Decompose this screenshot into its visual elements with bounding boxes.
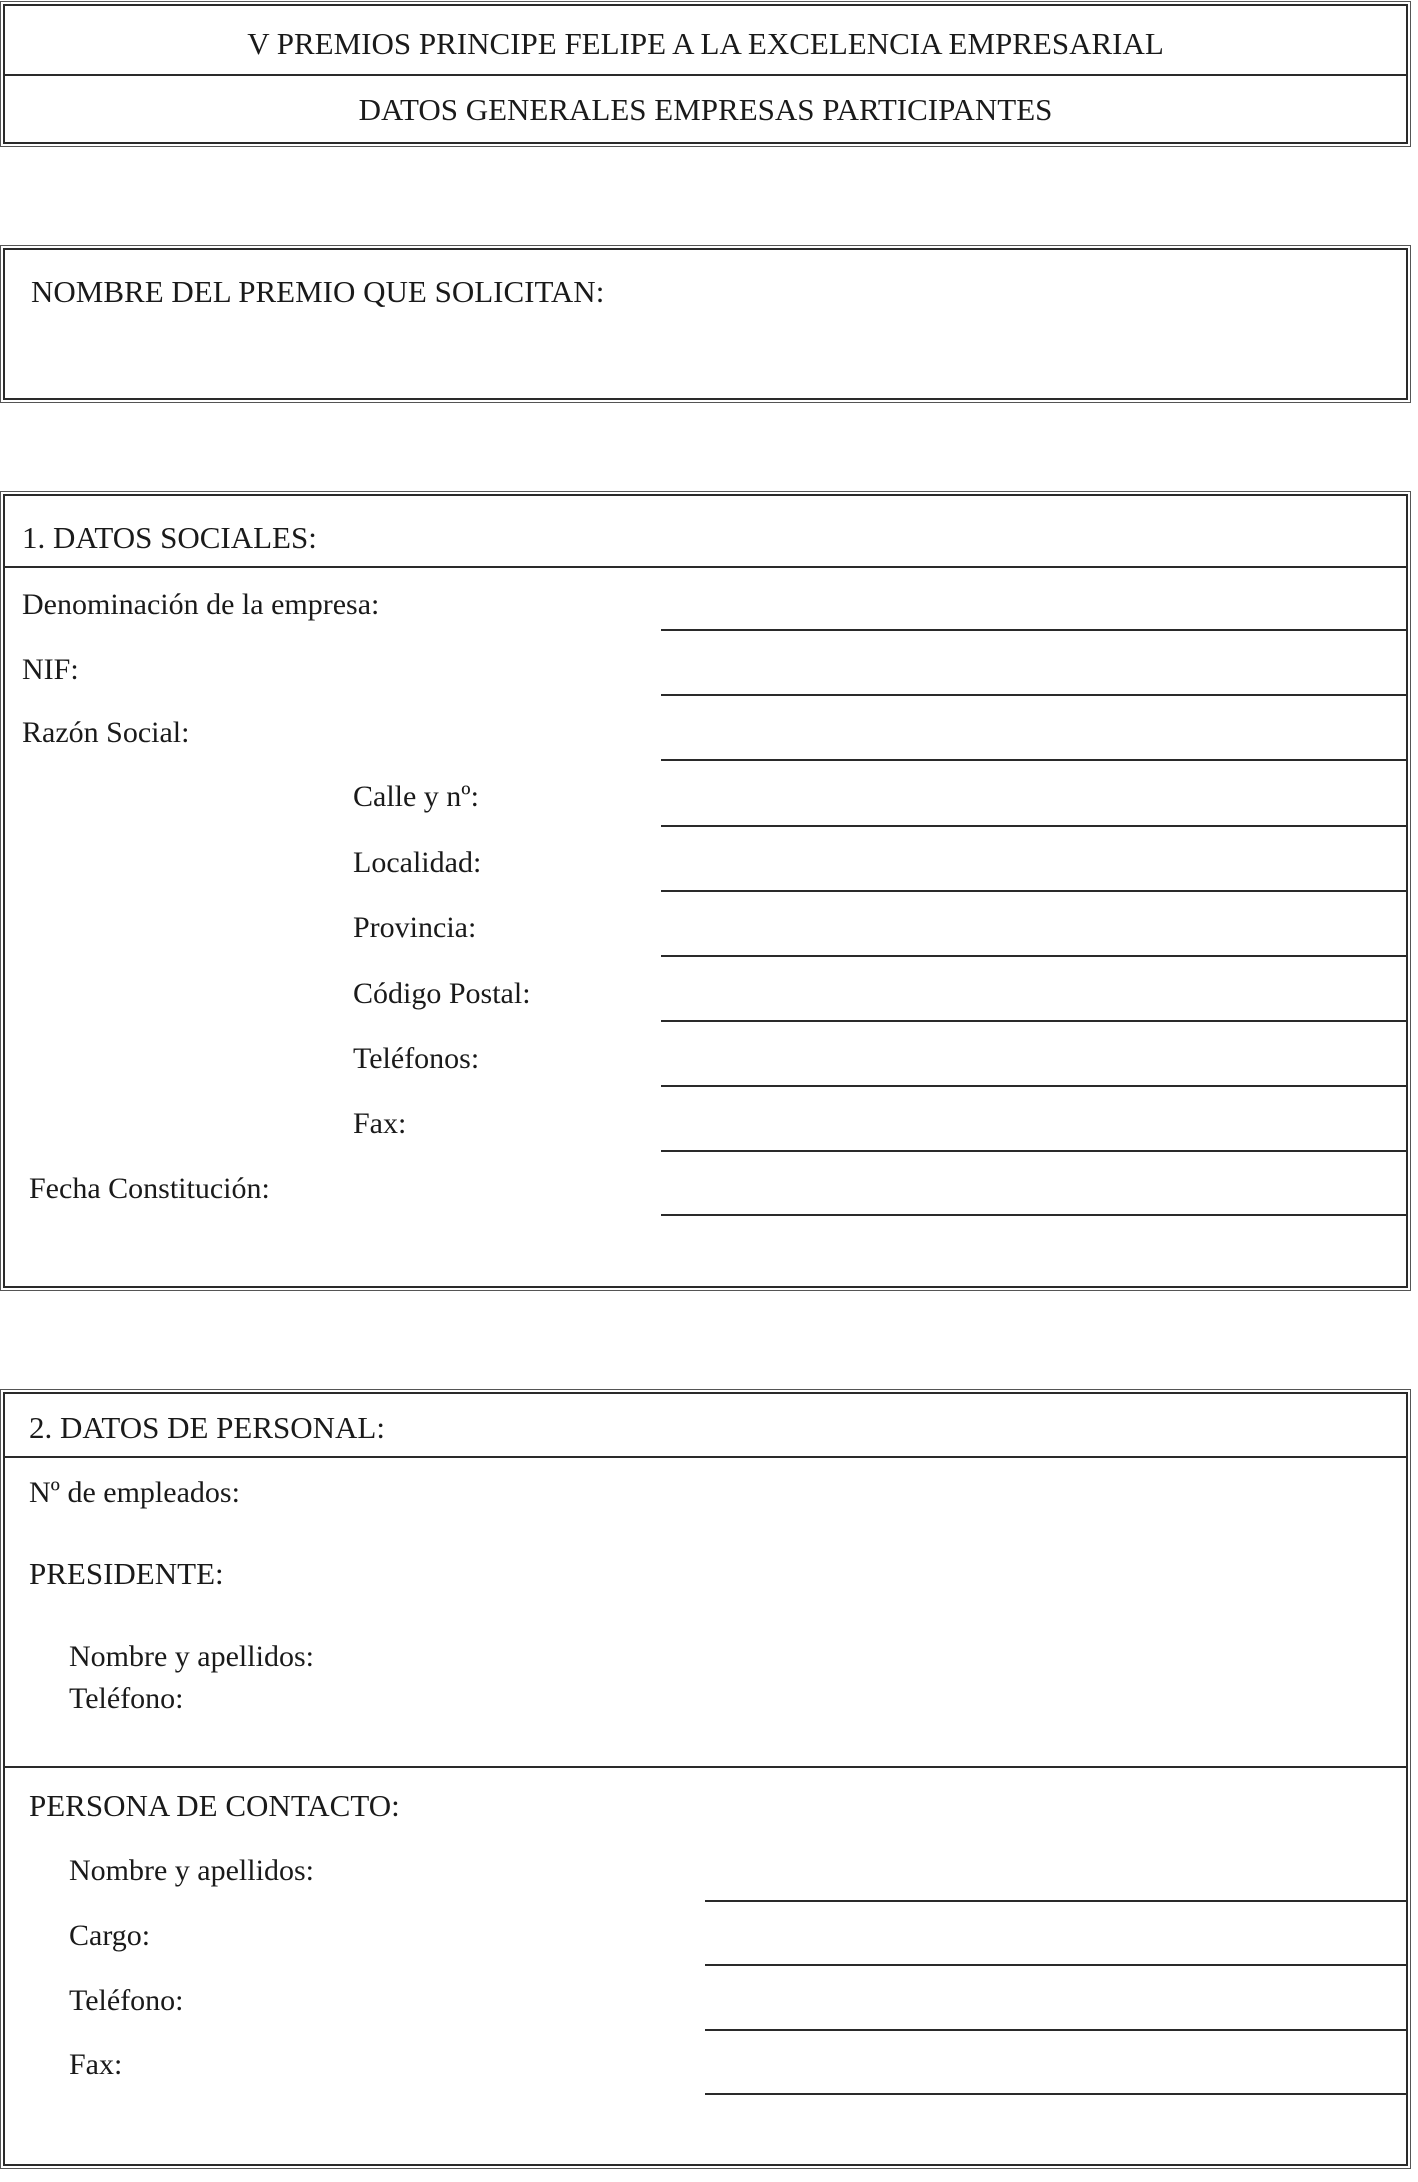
- contact-position-label: Cargo:: [69, 1919, 151, 1952]
- phones-label: Teléfonos:: [353, 1042, 480, 1075]
- phones-field[interactable]: [661, 1085, 1406, 1087]
- contact-fax-label: Fax:: [69, 2048, 123, 2081]
- contact-position-field[interactable]: [705, 1964, 1406, 1966]
- contact-phone-field[interactable]: [705, 2029, 1406, 2031]
- header-box: [3, 4, 1408, 144]
- contact-fax-field[interactable]: [705, 2093, 1406, 2095]
- personnel-heading: 2. DATOS DE PERSONAL:: [29, 1410, 385, 1445]
- president-heading: PRESIDENTE:: [29, 1556, 224, 1591]
- locality-label: Localidad:: [353, 846, 482, 879]
- province-field[interactable]: [661, 955, 1406, 957]
- nif-field[interactable]: [661, 694, 1406, 696]
- form-subtitle: DATOS GENERALES EMPRESAS PARTICIPANTES: [358, 92, 1053, 127]
- contact-name-label: Nombre y apellidos:: [69, 1854, 314, 1887]
- personnel-heading-divider: [5, 1456, 1406, 1458]
- founding-date-field[interactable]: [661, 1214, 1406, 1216]
- street-label: Calle y nº:: [353, 780, 479, 813]
- fax-label: Fax:: [353, 1107, 407, 1140]
- personnel-data-box: [3, 1392, 1408, 2166]
- postal-code-field[interactable]: [661, 1020, 1406, 1022]
- award-label: NOMBRE DEL PREMIO QUE SOLICITAN:: [31, 274, 605, 309]
- contact-name-field[interactable]: [705, 1900, 1406, 1902]
- president-name-label: Nombre y apellidos:: [69, 1640, 314, 1673]
- employees-label: Nº de empleados:: [29, 1476, 240, 1509]
- contact-heading: PERSONA DE CONTACTO:: [29, 1788, 400, 1823]
- founding-date-label: Fecha Constitución:: [29, 1172, 270, 1205]
- header-divider: [5, 74, 1406, 76]
- company-name-label: Denominación de la empresa:: [22, 588, 380, 621]
- locality-field[interactable]: [661, 890, 1406, 892]
- social-data-box: [3, 494, 1408, 1288]
- contact-divider: [5, 1766, 1406, 1768]
- razon-social-label: Razón Social:: [22, 716, 190, 749]
- social-heading: 1. DATOS SOCIALES:: [22, 520, 317, 555]
- company-name-field[interactable]: [661, 629, 1406, 631]
- president-phone-label: Teléfono:: [69, 1682, 184, 1715]
- postal-code-label: Código Postal:: [353, 977, 531, 1010]
- form-title: V PREMIOS PRINCIPE FELIPE A LA EXCELENCIA EMPRESARIAL: [247, 26, 1164, 61]
- razon-social-field[interactable]: [661, 759, 1406, 761]
- nif-label: NIF:: [22, 653, 79, 686]
- award-box: [3, 248, 1408, 400]
- province-label: Provincia:: [353, 911, 477, 944]
- social-heading-divider: [5, 566, 1406, 568]
- contact-phone-label: Teléfono:: [69, 1984, 184, 2017]
- fax-field[interactable]: [661, 1150, 1406, 1152]
- street-field[interactable]: [661, 825, 1406, 827]
